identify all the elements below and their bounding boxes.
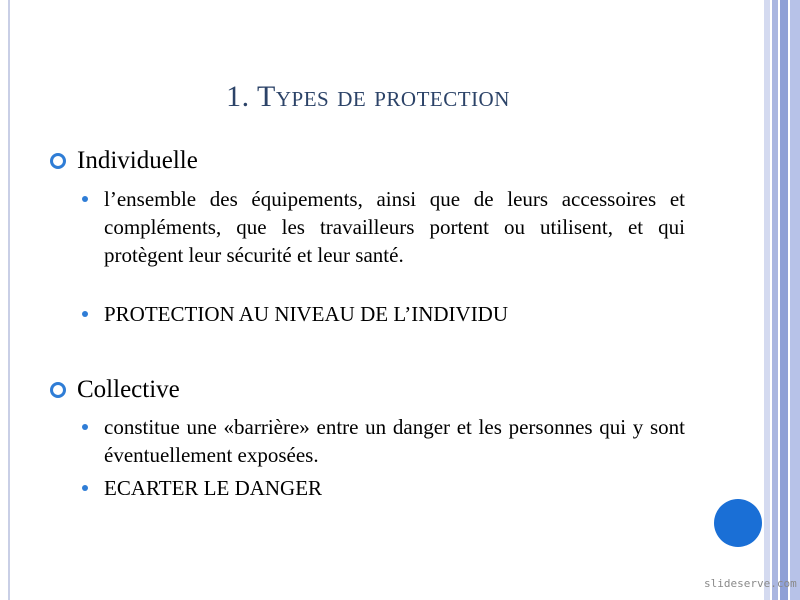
list-item-text: l’ensemble des équipements, ainsi que de leurs accessoires et compléments, que les travailleurs portent ou utilisent, et qui protègent leur sécurité et leur santé.: [104, 187, 685, 267]
list-item: [80, 185, 685, 269]
decor-circle: [714, 499, 762, 547]
decor-stripe: [790, 0, 800, 600]
slide-title: 1. Types de protection: [226, 80, 510, 113]
section-heading-collective: [50, 375, 180, 405]
list-item: [80, 413, 685, 469]
bullet-dot-icon: [82, 311, 88, 317]
ring-bullet-icon: [50, 382, 66, 398]
decor-stripe: [780, 0, 788, 600]
list-item-text: constitue une «barrière» entre un danger et les personnes qui y sont éventuellement exposées.: [104, 415, 685, 467]
bullet-dot-icon: [82, 424, 88, 430]
decor-stripe: [772, 0, 778, 600]
list-item: [80, 474, 685, 502]
list-item-text: PROTECTION AU NIVEAU DE L’INDIVIDU: [104, 302, 509, 326]
ring-bullet-icon: [50, 153, 66, 169]
decor-stripe: [764, 0, 770, 600]
bullet-dot-icon: [82, 196, 88, 202]
bullet-dot-icon: [82, 485, 88, 491]
list-item: [80, 300, 685, 328]
list-item-text: ECARTER LE DANGER: [104, 476, 323, 500]
section-heading-label: Individuelle: [77, 147, 198, 174]
section-heading-individuelle: [50, 146, 198, 176]
watermark-text: slideserve.com: [704, 577, 797, 590]
section-heading-label: Collective: [77, 376, 180, 403]
